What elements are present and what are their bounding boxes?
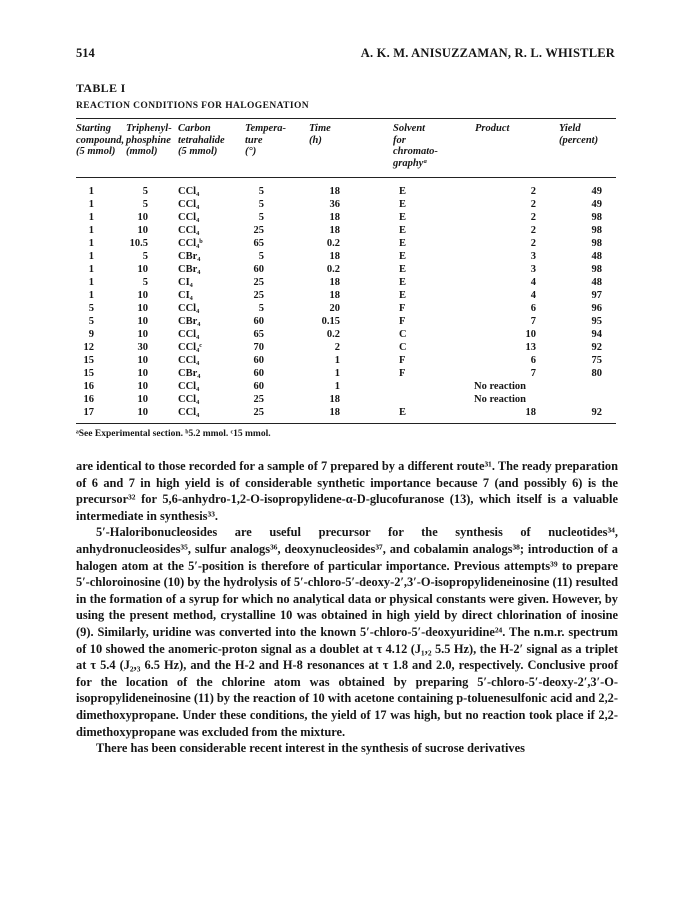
- column-header-yield: Yield (percent): [559, 123, 599, 146]
- column-header-product: Product: [475, 123, 510, 134]
- table-header-rule: [76, 177, 616, 178]
- running-header-authors: A. K. M. ANISUZZAMAN, R. L. WHISTLER: [360, 46, 615, 60]
- page-number: 514: [76, 46, 95, 60]
- table-row: 16 10 CCl₄ 25 18 No reaction: [83, 394, 527, 405]
- paragraph: There has been considerable recent interest in the synthesis of sucrose derivatives: [96, 741, 525, 756]
- table-row: 1 10 CI₄ 25 18 E 4 97: [88, 290, 602, 301]
- paragraph: are identical to those recorded for a sample of 7 prepared by a different route³¹. The ready preparation of 6 and 7 in high yield is of considerable synthetic importance because 7 (and possibly 6) is the precursor³² for 5,6-anhydro-1,2-O-isopropylidene-α-D-glucofuranose (13), which itself is a valuable intermediate in synthesis³³.: [76, 459, 618, 523]
- table-row: 5 10 CCl₄ 5 20 F 6 96: [88, 303, 602, 314]
- column-header-triphenylphosphine: Triphenyl- phosphine (mmol): [126, 123, 172, 157]
- column-header-carbon-tetrahalide: Carbon tetrahalide (5 mmol): [178, 123, 225, 157]
- body-text: [76, 458, 618, 757]
- column-header-time: Time (h): [309, 123, 331, 146]
- table-row: 1 5 CI₄ 25 18 E 4 48: [88, 277, 602, 288]
- table-row: 1 5 CCl₄ 5 18 E 2 49: [88, 186, 602, 197]
- table-row: 17 10 CCl₄ 25 18 E 18 92: [83, 407, 602, 418]
- table-row: 15 10 CCl₄ 60 1 F 6 75: [83, 355, 602, 366]
- column-header-temperature: Tempera- ture (°): [245, 123, 287, 157]
- table-row: 9 10 CCl₄ 65 0.2 C 10 94: [88, 329, 602, 340]
- table-row: 16 10 CCl₄ 60 1 No reaction: [83, 381, 527, 392]
- table-row: 1 10 CCl₄ 5 18 E 2 98: [88, 212, 602, 223]
- table-row: 1 10 CBr₄ 60 0.2 E 3 98: [88, 264, 602, 275]
- table-label: TABLE I: [76, 81, 126, 95]
- table-row: 1 10 CCl₄ 25 18 E 2 98: [88, 225, 602, 236]
- table-row: 1 10.5 CCl₄ᵇ 65 0.2 E 2 98: [88, 238, 602, 249]
- table-row: 5 10 CBr₄ 60 0.15 F 7 95: [88, 316, 602, 327]
- table-row: 1 5 CBr₄ 5 18 E 3 48: [88, 251, 602, 262]
- paragraph: 5′-Haloribonucleosides are useful precursor for the synthesis of nucleotides³⁴, anhydronucleosides³⁵, sulfur analogs³⁶, deoxynucleosides³⁷, and cobalamin analogs³⁸; introduction of a halogen atom at the 5′-position is therefore of particular importance. Previous attempts³⁹ to prepare 5′-chloroinosine (10) by the hydrolysis of 5′-chloro-5′-deoxy-2′,3′-O-isopropylideneinosine (11) resulted in the formation of a syrup for which no analytical data or physical constants were given. However, by using the present method, crystalline 10 was obtained in high yield by direct chlorination of inosine (9). Similarly, uridine was converted into the known 5′-chloro-5′-deoxyuridine²⁴. The n.m.r. spectrum of 10 showed the anomeric-proton signal as a doublet at τ 4.12 (J₁,₂ 5.5 Hz), the H-2′ signal as a triplet at τ 5.4 (J₂,₃ 6.5 Hz), and the H-2 and H-8 resonances at τ 1.8 and 2.0, respectively. Conclusive proof for the location of the chlorine atom was obtained by preparing 5′-chloro-5′-deoxy-2′,3′-O-isopropylideneinosine (11) by the reaction of 10 with acetone containing p-toluenesulfonic acid and 2,2-dimethoxypropane. Under these conditions, the yield of 17 was high, but no reaction took place if 2,2-dimethoxypropane was excluded from the mixture.: [76, 525, 619, 739]
- column-header-starting-compound: Starting compound, (5 mmol): [76, 123, 125, 157]
- table-bottom-rule: [76, 423, 616, 424]
- table-row: 1 5 CCl₄ 5 36 E 2 49: [88, 199, 602, 210]
- table-top-rule: [76, 118, 616, 119]
- table-row: 15 10 CBr₄ 60 1 F 7 80: [83, 368, 602, 379]
- running-header: [76, 46, 615, 62]
- column-header-solvent: Solvent for chromato- graphyᵃ: [393, 123, 438, 169]
- table-row: 12 30 CCl₄ᶜ 70 2 C 13 92: [83, 342, 602, 353]
- table-caption: REACTION CONDITIONS FOR HALOGENATION: [76, 101, 310, 111]
- table-footnote: ᵃSee Experimental section. ᵇ5.2 mmol. ᶜ15 mmol.: [76, 429, 271, 439]
